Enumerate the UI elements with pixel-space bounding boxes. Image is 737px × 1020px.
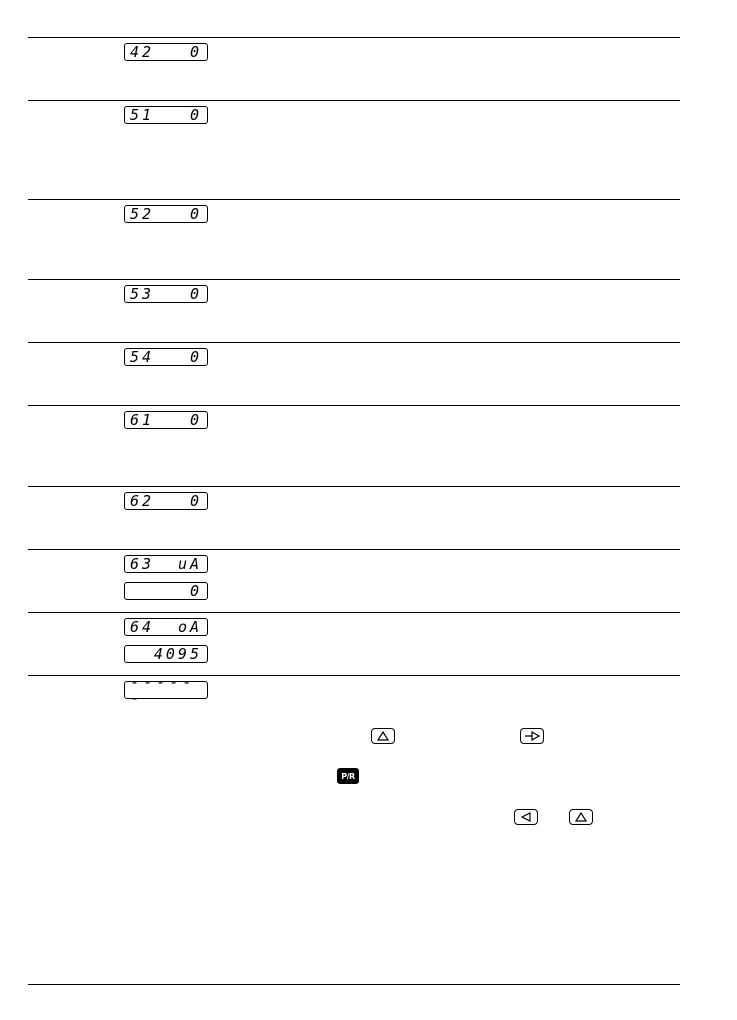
- lcd-display-63: [124, 555, 208, 573]
- pr-key-label: P/R: [341, 771, 355, 781]
- section-divider: [28, 100, 680, 101]
- lcd-value: 0: [189, 582, 202, 600]
- lcd-value: 4095: [153, 645, 202, 663]
- lcd-unit: uA: [177, 555, 202, 573]
- lcd-code: 54: [130, 348, 155, 366]
- lcd-display-end: [124, 673, 208, 707]
- lcd-value: 0: [189, 43, 202, 61]
- lcd-display-64: [124, 618, 208, 636]
- lcd-display-42: [124, 43, 208, 61]
- lcd-value: 0: [189, 205, 202, 223]
- lcd-display-62: [124, 492, 208, 510]
- lcd-display-51: [124, 106, 208, 124]
- lcd-display-53: [124, 285, 208, 303]
- lcd-code: 61: [130, 411, 155, 429]
- lcd-display-52: [124, 205, 208, 223]
- lcd-value: 0: [189, 348, 202, 366]
- pr-key-icon: [337, 768, 359, 784]
- section-divider: [28, 405, 680, 406]
- section-divider: [28, 675, 680, 676]
- lcd-code: 42: [130, 43, 155, 61]
- lcd-code: 63: [130, 555, 155, 573]
- lcd-value: 0: [189, 492, 202, 510]
- lcd-code: 62: [130, 492, 155, 510]
- lcd-code: 52: [130, 205, 155, 223]
- lcd-value: 0: [189, 106, 202, 124]
- lcd-code: ------: [130, 673, 196, 707]
- lcd-value: 0: [189, 285, 202, 303]
- section-divider: [28, 486, 680, 487]
- up-key-icon: [371, 728, 395, 744]
- section-divider: [28, 279, 680, 280]
- lcd-code: 53: [130, 285, 155, 303]
- section-divider: [28, 612, 680, 613]
- lcd-value: 0: [189, 411, 202, 429]
- lcd-value-display-63: [124, 582, 208, 600]
- page-footer-rule: [28, 984, 680, 985]
- section-divider: [28, 37, 680, 38]
- lcd-display-54: [124, 348, 208, 366]
- lcd-unit: oA: [177, 618, 202, 636]
- section-divider: [28, 342, 680, 343]
- lcd-code: 64: [130, 618, 155, 636]
- lcd-value-display-64: [124, 645, 208, 663]
- left-key-icon: [514, 809, 538, 825]
- section-divider: [28, 549, 680, 550]
- right-key-icon: [520, 728, 544, 744]
- lcd-display-61: [124, 411, 208, 429]
- section-divider: [28, 199, 680, 200]
- lcd-code: 51: [130, 106, 155, 124]
- up-key-icon: [569, 809, 593, 825]
